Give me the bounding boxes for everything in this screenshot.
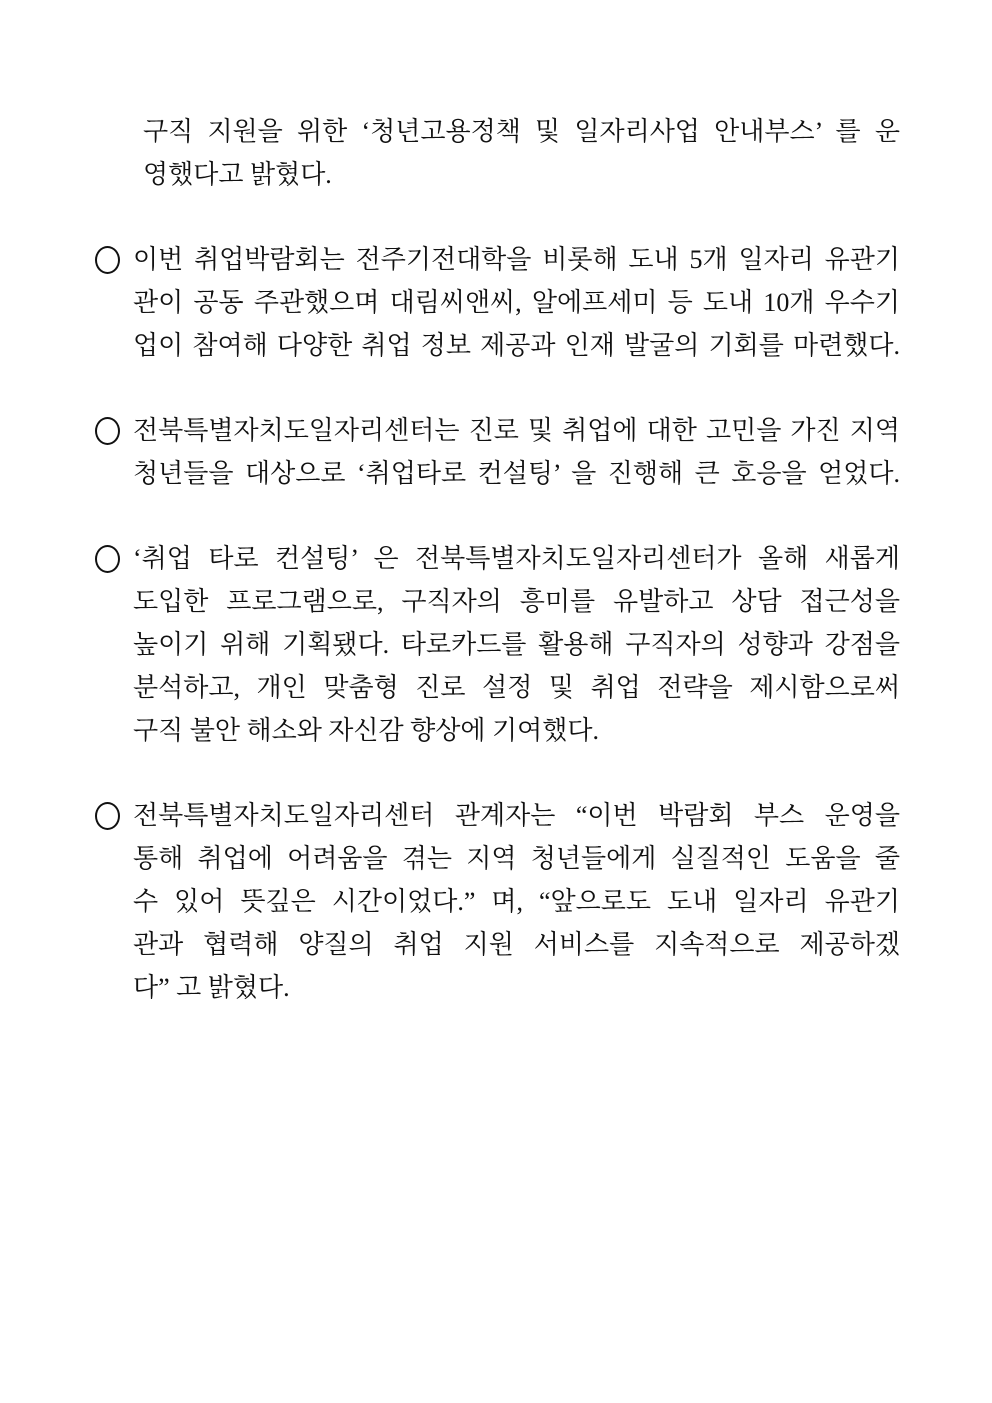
text-line: 전북특별자치도일자리센터는 진로 및 취업에 대한 고민을 가진 지역 xyxy=(133,416,900,445)
document-body xyxy=(95,110,900,1009)
bullet-marker xyxy=(95,238,133,274)
circle-bullet-icon xyxy=(95,246,120,274)
paragraph-bullet xyxy=(95,409,900,495)
paragraph-bullet xyxy=(95,794,900,1009)
circle-bullet-icon xyxy=(95,802,120,830)
circle-bullet-icon xyxy=(95,417,120,445)
text-line: 청년들을 대상으로 ‘취업타로 컨설팅’ 을 진행해 큰 호응을 얻었다. xyxy=(133,459,900,488)
text-line: 다” 고 밝혔다. xyxy=(133,973,290,1002)
text-line: 높이기 위해 기획됐다. 타로카드를 활용해 구직자의 성향과 강점을 xyxy=(133,630,900,659)
text-line: 영했다고 밝혔다. xyxy=(143,160,332,189)
text-line: 분석하고, 개인 맞춤형 진로 설정 및 취업 전략을 제시함으로써 xyxy=(133,673,900,702)
bullet-marker xyxy=(95,537,133,573)
paragraph-continuation xyxy=(95,110,900,196)
paragraph-bullet xyxy=(95,238,900,367)
bullet-marker xyxy=(95,409,133,445)
text-line: 구직 지원을 위한 ‘청년고용정책 및 일자리사업 안내부스’ 를 운 xyxy=(143,117,900,146)
text-line: 관과 협력해 양질의 취업 지원 서비스를 지속적으로 제공하겠 xyxy=(133,930,900,959)
paragraph-text xyxy=(133,794,900,1009)
circle-bullet-icon xyxy=(95,545,120,573)
paragraph-bullet xyxy=(95,537,900,752)
text-line: 이번 취업박람회는 전주기전대학을 비롯해 도내 5개 일자리 유관기 xyxy=(133,245,900,274)
text-line: 구직 불안 해소와 자신감 향상에 기여했다. xyxy=(133,716,599,745)
bullet-marker xyxy=(95,794,133,830)
text-line: 업이 참여해 다양한 취업 정보 제공과 인재 발굴의 기회를 마련했다. xyxy=(133,331,900,360)
text-line: ‘취업 타로 컨설팅’ 은 전북특별자치도일자리센터가 올해 새롭게 xyxy=(133,544,900,573)
paragraph-text xyxy=(133,238,900,367)
paragraph-text xyxy=(133,537,900,752)
paragraph-text xyxy=(133,409,900,495)
text-line: 전북특별자치도일자리센터 관계자는 “이번 박람회 부스 운영을 xyxy=(133,801,900,830)
text-line: 수 있어 뜻깊은 시간이었다.” 며, “앞으로도 도내 일자리 유관기 xyxy=(133,887,900,916)
text-line: 도입한 프로그램으로, 구직자의 흥미를 유발하고 상담 접근성을 xyxy=(133,587,900,616)
text-line: 관이 공동 주관했으며 대림씨앤씨, 알에프세미 등 도내 10개 우수기 xyxy=(133,288,900,317)
text-line: 통해 취업에 어려움을 겪는 지역 청년들에게 실질적인 도움을 줄 xyxy=(133,844,900,873)
